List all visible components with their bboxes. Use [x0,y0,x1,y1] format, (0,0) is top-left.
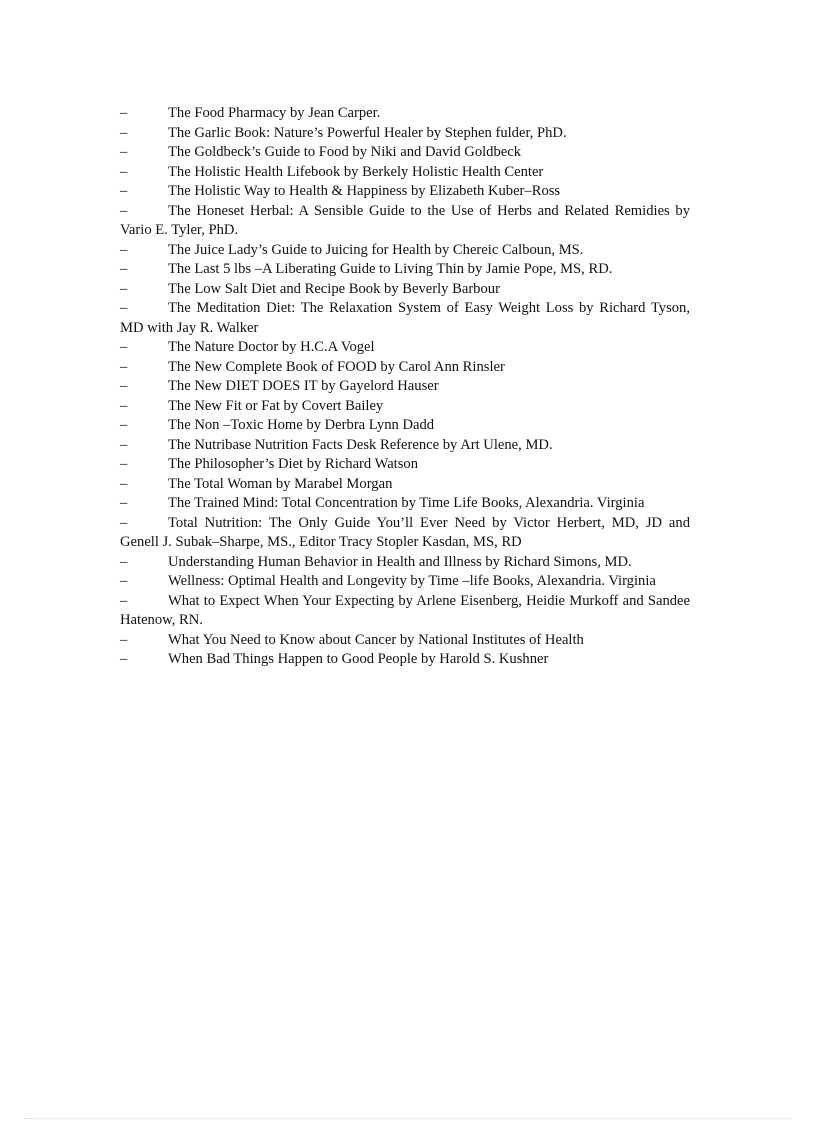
list-item-text: The Food Pharmacy by Jean Carper. [168,105,381,121]
list-item [120,572,690,592]
list-dash: – [120,261,128,277]
list-item-text: The Non –Toxic Home by Derbra Lynn Dadd [168,417,435,433]
list-dash: – [120,280,128,297]
list-item-text: The Trained Mind: Total Concentration by Time Life Books, Alexandria. Virginia [168,495,645,511]
list-dash: – [120,202,128,219]
list-item-text: The Juice Lady’s Guide to Juicing for Health by Chereic Calboun, MS. [168,241,584,258]
list-item [120,377,690,397]
list-item [120,631,690,651]
book-list [120,104,690,670]
list-item [120,163,690,183]
list-item [120,475,690,495]
list-item-text: The Philosopher’s Diet by Richard Watson [168,456,418,472]
list-item-text: The Last 5 lbs –A Liberating Guide to Living Thin by Jamie Pope, MS, RD. [168,261,613,277]
list-item [120,494,690,514]
list-dash: – [120,573,128,589]
list-item-text: The New Fit or Fat by Covert Bailey [168,397,384,414]
list-item-text: The Goldbeck’s Guide to Food by Niki and David Goldbeck [168,144,522,160]
list-dash: – [120,495,128,511]
list-dash: – [120,124,128,141]
list-dash: – [120,651,128,667]
list-item [120,338,690,358]
list-dash: – [120,553,128,570]
list-item [120,202,690,241]
list-dash: – [120,475,128,492]
list-dash: – [120,358,128,375]
list-item [120,241,690,261]
list-item-text: The New Complete Book of FOOD by Carol Ann Rinsler [168,358,505,375]
list-item [120,416,690,436]
list-item [120,650,690,670]
list-dash: – [120,378,128,394]
list-dash: – [120,592,128,609]
list-dash: – [120,339,128,355]
list-item-text: Understanding Human Behavior in Health and Illness by Richard Simons, MD. [168,553,632,570]
list-item [120,260,690,280]
list-item [120,455,690,475]
list-item-text: The Holistic Way to Health & Happiness by Elizabeth Kuber–Ross [168,183,561,199]
list-dash: – [120,456,128,472]
list-dash: – [120,163,128,180]
list-dash: – [120,144,128,160]
list-item-text: The Nutribase Nutrition Facts Desk Reference by Art Ulene, MD. [168,436,553,453]
list-item [120,143,690,163]
list-item-text: What You Need to Know about Cancer by National Institutes of Health [168,631,584,648]
list-dash: – [120,183,128,199]
list-item [120,280,690,300]
list-dash: – [120,631,128,648]
list-dash: – [120,417,128,433]
list-item-text: The Nature Doctor by H.C.A Vogel [168,339,375,355]
page-bottom-border [24,1118,792,1119]
list-item [120,124,690,144]
list-item [120,592,690,631]
list-item-text: The Meditation Diet: The Relaxation System of Easy Weight Loss by Richard Tyson, MD with Jay R. Walker [120,300,690,336]
list-item-text: When Bad Things Happen to Good People by Harold S. Kushner [168,651,549,667]
list-item [120,514,690,553]
list-item [120,104,690,124]
list-item [120,358,690,378]
list-dash: – [120,397,128,414]
list-dash: – [120,514,128,531]
list-item [120,436,690,456]
list-item [120,299,690,338]
list-item [120,397,690,417]
list-item-text: The Garlic Book: Nature’s Powerful Healer by Stephen fulder, PhD. [168,124,567,141]
list-dash: – [120,300,128,316]
list-dash: – [120,105,128,121]
list-item [120,553,690,573]
list-dash: – [120,436,128,453]
list-item [120,182,690,202]
list-item-text: Wellness: Optimal Health and Longevity by Time –life Books, Alexandria. Virginia [168,573,656,589]
list-item-text: The Holistic Health Lifebook by Berkely Holistic Health Center [168,163,544,180]
list-item-text: What to Expect When Your Expecting by Arlene Eisenberg, Heidie Murkoff and Sandee Hatenow, RN. [120,592,690,628]
list-item-text: The Total Woman by Marabel Morgan [168,475,393,492]
list-item-text: Total Nutrition: The Only Guide You’ll Ever Need by Victor Herbert, MD, JD and Genell J. Subak–Sharpe, MS., Editor Tracy Stopler Kasdan, MS, RD [120,514,690,550]
list-item-text: The New DIET DOES IT by Gayelord Hauser [168,378,439,394]
list-item-text: The Honeset Herbal: A Sensible Guide to the Use of Herbs and Related Remidies by Vario E. Tyler, PhD. [120,202,690,238]
list-dash: – [120,241,128,258]
list-item-text: The Low Salt Diet and Recipe Book by Beverly Barbour [168,280,500,297]
